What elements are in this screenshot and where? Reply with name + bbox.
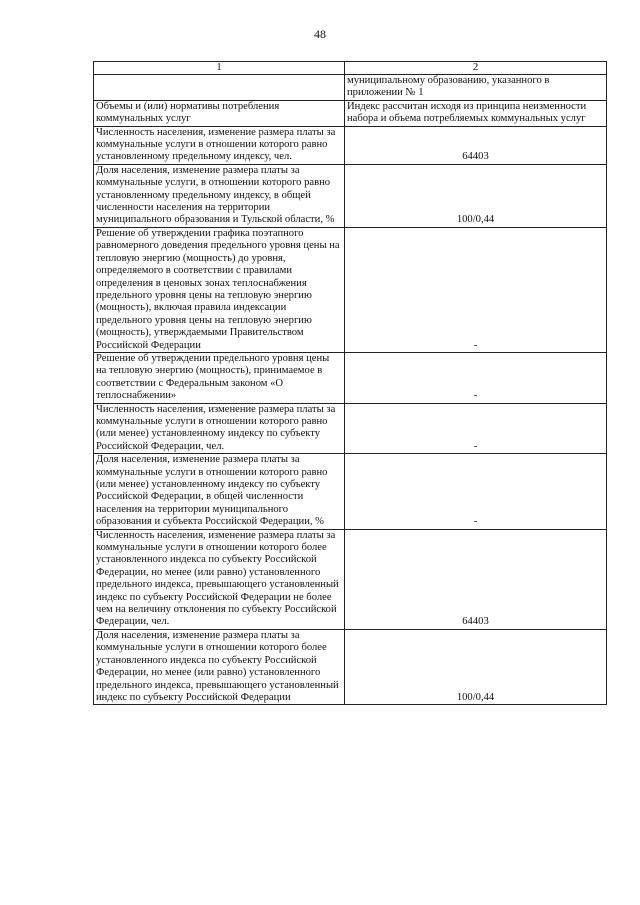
table-row [94, 454, 607, 529]
column-header-2: 2 [345, 62, 607, 75]
table-row [94, 227, 607, 352]
table-row [94, 75, 607, 101]
row-label: Решение об утверждении предельного уровня цены на тепловую энергию (мощность), принимаемое в соответствии с Федеральным законом «О теплоснабжении» [94, 352, 345, 403]
column-header-1: 1 [94, 62, 345, 75]
row-label [94, 75, 345, 101]
page-number: 48 [314, 27, 326, 41]
row-label: Численность населения, изменение размера платы за коммунальные услуги в отношении которого равно (или менее) установленному индексу по субъекту Российской Федерации, чел. [94, 403, 345, 454]
row-value: - [345, 454, 607, 529]
row-value: - [345, 227, 607, 352]
row-value: 64403 [345, 126, 607, 164]
table-header-row [94, 62, 607, 75]
row-value: 100/0,44 [345, 629, 607, 704]
table-row [94, 352, 607, 403]
row-value: 64403 [345, 529, 607, 629]
row-value: - [345, 352, 607, 403]
row-label: Доля населения, изменение размера платы за коммунальные услуги в отношении которого более установленного индекса по субъекту Российской Федерации, но менее (или равно) установленного предельного индекса, превышающего установленный индекс по субъекту Российской Федерации [94, 629, 345, 704]
data-table [93, 61, 607, 705]
row-label: Доля населения, изменение размера платы за коммунальные услуги, в отношении которого равно установленному предельному индексу, в общей численности населения на территории муниципального образования и Тульской области, % [94, 164, 345, 227]
table-row [94, 126, 607, 164]
row-value: - [345, 403, 607, 454]
row-label: Численность населения, изменение размера платы за коммунальные услуги в отношении которого более установленного индекса по субъекту Российской Федерации, но менее (или равно) установленного предельного индекса, превышающего установленный индекс по субъекту Российской Федерации не более чем на величину отклонения по субъекту Российской Федерации, чел. [94, 529, 345, 629]
table-row [94, 164, 607, 227]
table-row [94, 529, 607, 629]
row-value: 100/0,44 [345, 164, 607, 227]
table-row [94, 100, 607, 126]
row-label: Решение об утверждении графика поэтапного равномерного доведения предельного уровня цены на тепловую энергию (мощность) до уровня, определяемого в соответствии с правилами определения в ценовых зонах теплоснабжения предельного уровня цены на тепловую энергию (мощность), включая правила индексации предельного уровня цены на тепловую энергию (мощность), утверждаемыми Правительством Российской Федерации [94, 227, 345, 352]
row-label: Доля населения, изменение размера платы за коммунальные услуги в отношении которого равно (или менее) установленному индексу по субъекту Российской Федерации, в общей численности населения на территории муниципального образования и субъекта Российской Федерации, % [94, 454, 345, 529]
row-value: Индекс рассчитан исходя из принципа неизменности набора и объема потребляемых коммунальных услуг [345, 100, 607, 126]
table-row [94, 403, 607, 454]
table-row [94, 629, 607, 704]
row-label: Объемы и (или) нормативы потребления коммунальных услуг [94, 100, 345, 126]
row-label: Численность населения, изменение размера платы за коммунальные услуги в отношении которого равно установленному предельному индексу, чел. [94, 126, 345, 164]
row-value: муниципальному образованию, указанного в приложении № 1 [345, 75, 607, 101]
